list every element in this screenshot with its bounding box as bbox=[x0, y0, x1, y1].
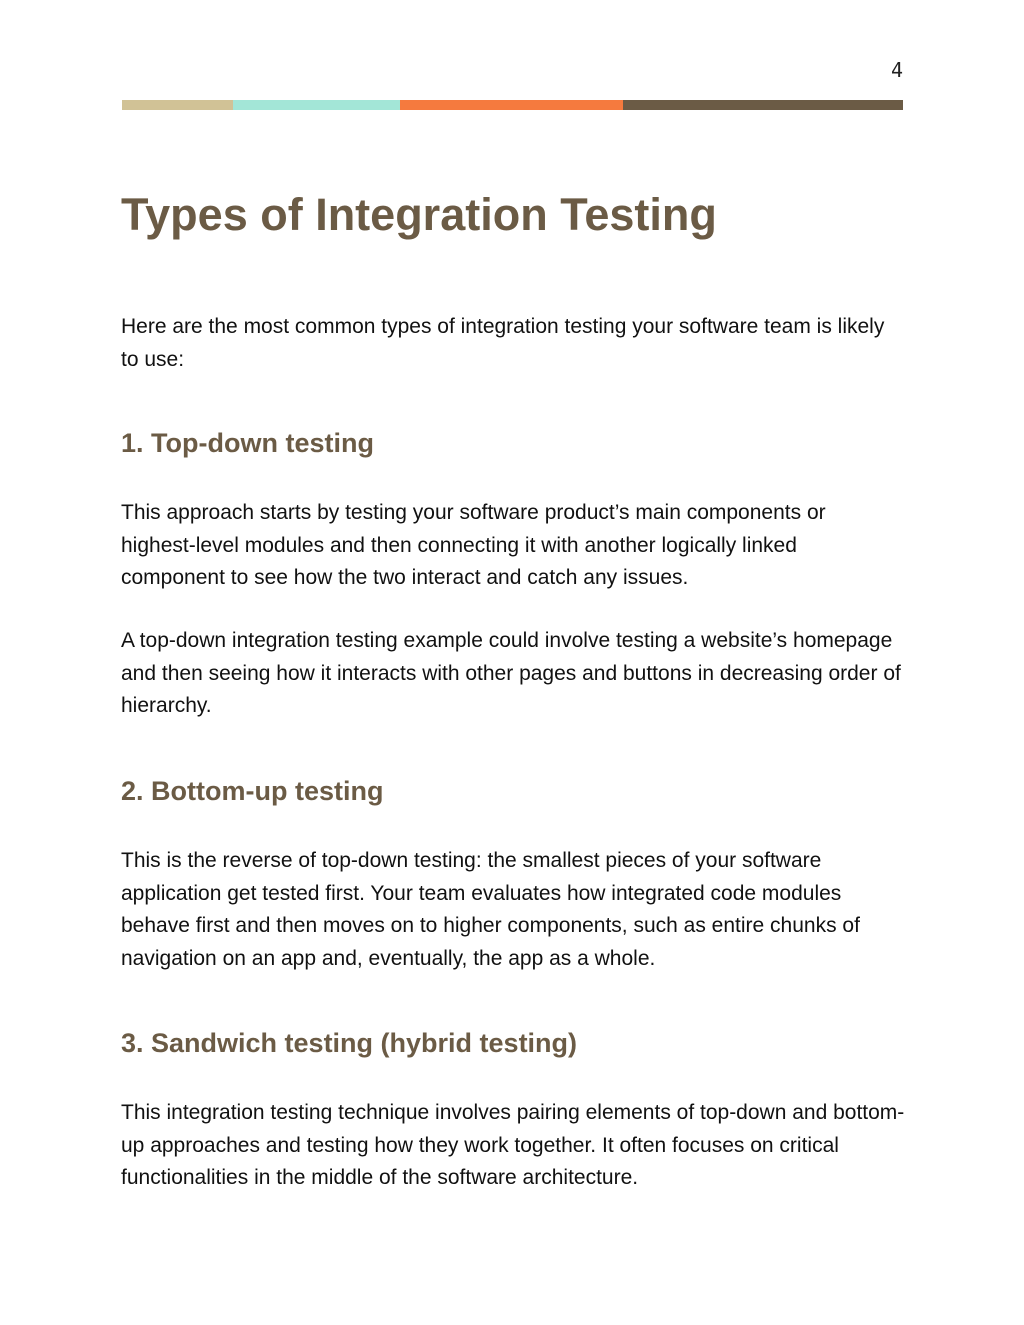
section-heading-sandwich: 3. Sandwich testing (hybrid testing) bbox=[121, 1028, 578, 1058]
page-title: Types of Integration Testing bbox=[121, 189, 717, 240]
decorative-color-bar bbox=[122, 100, 903, 110]
section-heading-top-down: 1. Top-down testing bbox=[121, 428, 374, 458]
bottom-up-paragraph-1: This is the reverse of top-down testing: the smallest pieces of your software application get tested first. Your team evaluates how integrated code modules behave first and then moves on to higher components, such as entire chunks of navigation on an app and, eventually, the app as a whole. bbox=[121, 849, 860, 970]
intro-paragraph: Here are the most common types of integration testing your software team is likely to use: bbox=[121, 315, 885, 371]
color-bar-segment-3 bbox=[400, 100, 623, 110]
color-bar-segment-2 bbox=[233, 100, 400, 110]
color-bar-segment-4 bbox=[623, 100, 903, 110]
top-down-paragraph-2: A top-down integration testing example could involve testing a website’s homepage and then seeing how it interacts with other pages and buttons in decreasing order of hierarchy. bbox=[121, 629, 901, 717]
section-heading-bottom-up: 2. Bottom-up testing bbox=[121, 776, 384, 806]
page-number: 4 bbox=[890, 58, 903, 82]
top-down-paragraph-1: This approach starts by testing your software product’s main components or highest-level modules and then connecting it with another logically linked component to see how the two interact and catch any issues. bbox=[121, 501, 826, 589]
sandwich-paragraph-1: This integration testing technique involves pairing elements of top-down and bottom-up approaches and testing how they work together. It often focuses on critical functionalities in the middle of the software architecture. bbox=[121, 1101, 905, 1189]
color-bar-segment-1 bbox=[122, 100, 233, 110]
